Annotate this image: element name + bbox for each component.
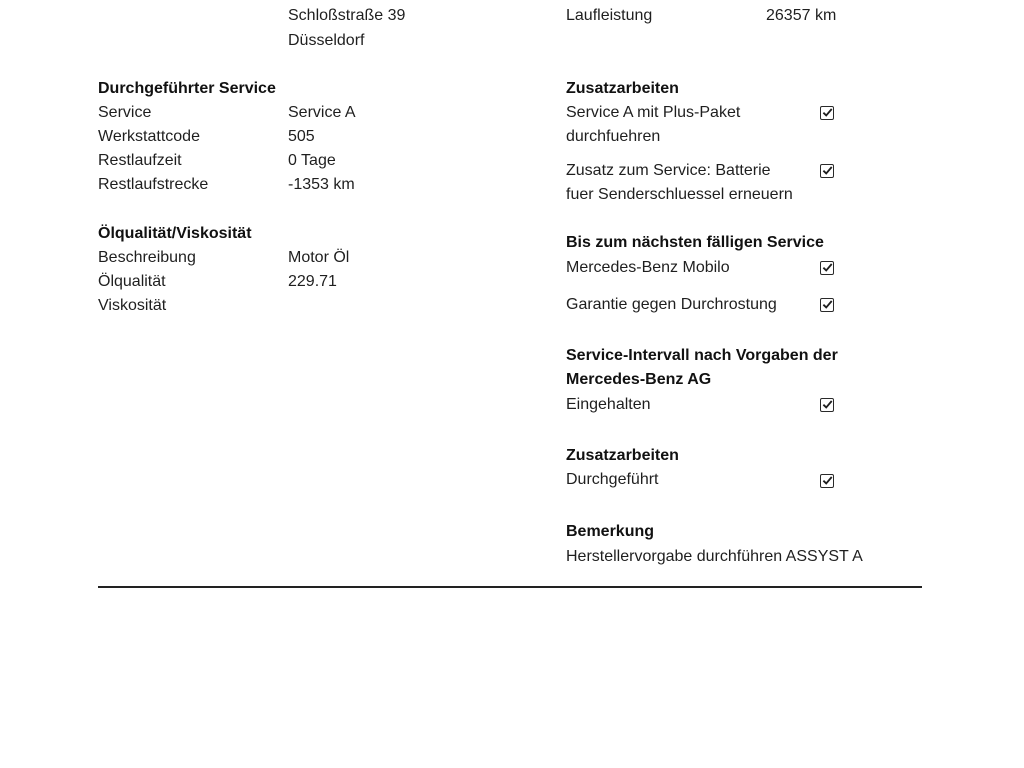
service-row-value: 0 Tage <box>288 152 336 169</box>
checkbox-checked-icon[interactable] <box>820 398 834 412</box>
service-row-value: Service A <box>288 104 356 121</box>
checkmark-icon <box>822 165 833 176</box>
extra-work-item-line1: Zusatz zum Service: Batterie <box>566 162 771 179</box>
extra-work-item-line2: fuer Senderschluessel erneuern <box>566 186 793 203</box>
checkbox-checked-icon[interactable] <box>820 261 834 275</box>
checkbox-checked-icon[interactable] <box>820 106 834 120</box>
next-service-heading: Bis zum nächsten fälligen Service <box>566 234 824 251</box>
oil-row-value: Motor Öl <box>288 249 350 266</box>
oil-row-label: Ölqualität <box>98 273 166 290</box>
next-service-item-label: Garantie gegen Durchrostung <box>566 296 777 313</box>
checkmark-icon <box>822 299 833 310</box>
checkbox-checked-icon[interactable] <box>820 298 834 312</box>
interval-item-label: Eingehalten <box>566 396 651 413</box>
checkmark-icon <box>822 107 833 118</box>
checkbox-checked-icon[interactable] <box>820 164 834 178</box>
address-street: Schloßstraße 39 <box>288 7 406 24</box>
service-row-label: Restlaufzeit <box>98 152 182 169</box>
service-heading: Durchgeführter Service <box>98 80 276 97</box>
service-row-value: 505 <box>288 128 315 145</box>
remark-text: Herstellervorgabe durchführen ASSYST A <box>566 548 863 565</box>
service-row-label: Service <box>98 104 152 121</box>
extra-work2-heading: Zusatzarbeiten <box>566 447 679 464</box>
next-service-item-label: Mercedes-Benz Mobilo <box>566 259 730 276</box>
oil-heading: Ölqualität/Viskosität <box>98 225 252 242</box>
service-row-value: -1353 km <box>288 176 355 193</box>
checkmark-icon <box>822 399 833 410</box>
oil-row-label: Viskosität <box>98 297 167 314</box>
mileage-value: 26357 km <box>766 7 837 24</box>
checkbox-checked-icon[interactable] <box>820 474 834 488</box>
extra-work2-item-label: Durchgeführt <box>566 471 659 488</box>
interval-heading-line1: Service-Intervall nach Vorgaben der <box>566 347 838 364</box>
service-row-label: Werkstattcode <box>98 128 200 145</box>
checkmark-icon <box>822 475 833 486</box>
address-city: Düsseldorf <box>288 32 365 49</box>
extra-work-item-line2: durchfuehren <box>566 128 661 145</box>
mileage-label: Laufleistung <box>566 7 653 24</box>
interval-heading-line2: Mercedes-Benz AG <box>566 371 712 388</box>
divider <box>98 586 922 588</box>
oil-row-label: Beschreibung <box>98 249 196 266</box>
remark-heading: Bemerkung <box>566 523 655 540</box>
checkmark-icon <box>822 262 833 273</box>
oil-row-value: 229.71 <box>288 273 337 290</box>
extra-work-item-line1: Service A mit Plus-Paket <box>566 104 741 121</box>
service-row-label: Restlaufstrecke <box>98 176 209 193</box>
extra-work-heading: Zusatzarbeiten <box>566 80 679 97</box>
